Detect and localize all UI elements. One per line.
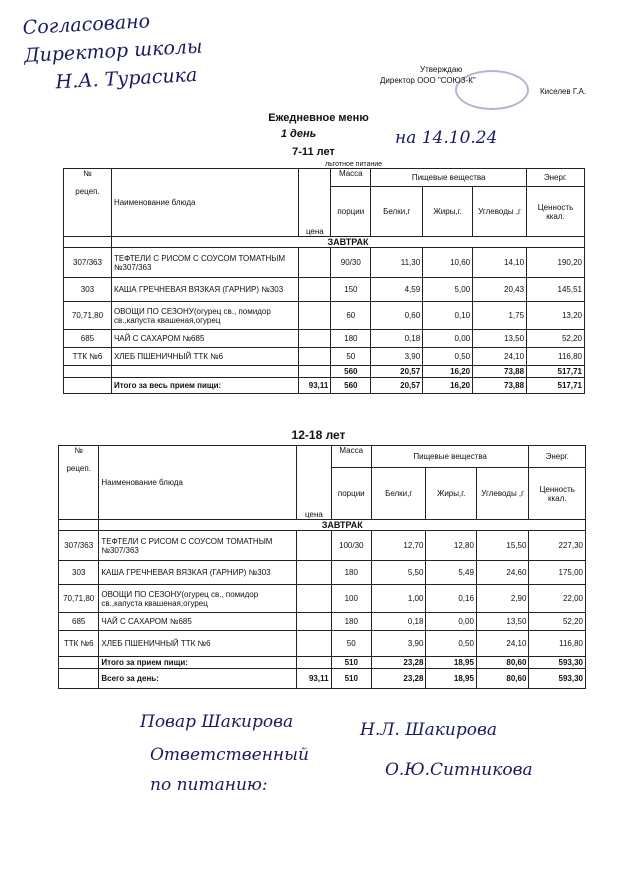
table-row: 303 КАША ГРЕЧНЕВАЯ ВЯЗКАЯ (ГАРНИР) №303 150 4,59 5,00 20,43 145,51: [64, 278, 585, 302]
col-fat: Жиры,г.: [423, 187, 473, 237]
col-price: цена: [297, 446, 331, 520]
col-nutrients: Пищевые вещества: [371, 446, 528, 468]
cook-signature-role: Повар Шакирова: [140, 712, 294, 732]
col-dish: Наименование блюда: [99, 446, 297, 520]
approval-handwritten: [22, 1, 266, 97]
table-row: 303 КАША ГРЕЧНЕВАЯ ВЯЗКАЯ (ГАРНИР) №303 180 5,50 5,49 24,60 175,00: [59, 561, 586, 585]
approval-left-line2: Директор школы: [23, 35, 203, 67]
table-row: 307/363 ТЕФТЕЛИ С РИСОМ С СОУСОМ ТОМАТНЫМ №307/363 100/30 12,70 12,80 15,50 227,30: [59, 531, 586, 561]
cook-signature-name: Н.Л. Шакирова: [360, 720, 498, 740]
table-row: 70,71,80 ОВОЩИ ПО СЕЗОНУ(огурец св., помидор св.,капуста квашеная,огурец 60 0,60 0,10 1,75 13,20: [64, 302, 585, 330]
menu-title: Ежедневное меню: [268, 112, 369, 124]
col-mass: Масса: [331, 446, 371, 468]
responsible-name: О.Ю.Ситникова: [385, 760, 533, 780]
age-group-1: 7-11 лет: [292, 146, 335, 158]
table-row: ТТК №6 ХЛЕБ ПШЕНИЧНЫЙ ТТК №6 50 3,90 0,50 24,10 116,80: [64, 348, 585, 366]
col-num: № рецеп.: [64, 169, 112, 237]
menu-date-handwritten: на 14.10.24: [395, 128, 498, 148]
approval-left-line3: Н.А. Турасика: [55, 63, 198, 94]
section-breakfast: ЗАВТРАК: [99, 520, 586, 531]
col-nutrients: Пищевые вещества: [371, 169, 527, 187]
col-num: № рецеп.: [59, 446, 99, 520]
stamp-seal: [455, 70, 529, 110]
col-mass: Масса: [331, 169, 371, 187]
col-energy-value: Ценность ккал.: [527, 187, 585, 237]
col-fat: Жиры,г.: [426, 468, 476, 520]
col-protein: Белки,г: [371, 187, 423, 237]
table-row: ТТК №6 ХЛЕБ ПШЕНИЧНЫЙ ТТК №6 50 3,90 0,50 24,10 116,80: [59, 631, 586, 657]
col-protein: Белки,г: [371, 468, 426, 520]
table-row: 307/363 ТЕФТЕЛИ С РИСОМ С СОУСОМ ТОМАТНЫМ №307/363 90/30 11,30 10,60 14,10 190,20: [64, 248, 585, 278]
col-carbs: Углеводы ,г: [476, 468, 528, 520]
menu-day: 1 день: [280, 128, 317, 140]
col-energy: Энерг.: [529, 446, 586, 468]
total-row: Всего за день: 93,11 510 23,28 18,95 80,60 593,30: [59, 669, 586, 689]
table-row: 685 ЧАЙ С САХАРОМ №685 180 0,18 0,00 13,50 52,20: [64, 330, 585, 348]
approval-left-line1: Согласовано: [22, 10, 151, 39]
col-dish: Наименование блюда: [111, 169, 298, 237]
col-energy: Энерг.: [527, 169, 585, 187]
age-group-2: 12-18 лет: [291, 428, 346, 442]
approval-right-line2: Директор ООО "СОЮЗ-К": [380, 76, 476, 85]
subtotal-row: Итого за прием пищи: 510 23,28 18,95 80,60 593,30: [59, 657, 586, 669]
approval-right-line1: Утверждаю: [420, 65, 463, 74]
table-row: 70,71,80 ОВОЩИ ПО СЕЗОНУ(огурец св., помидор св.,капуста квашеная,огурец 100 1,00 0,16 2,90 22,00: [59, 585, 586, 613]
table-row: 685 ЧАЙ С САХАРОМ №685 180 0,18 0,00 13,50 52,20: [59, 613, 586, 631]
responsible-label-2: по питанию:: [150, 775, 268, 795]
col-portion: порции: [331, 187, 371, 237]
total-row: Итого за весь прием пищи: 93,11 560 20,57 16,20 73,88 517,71: [64, 378, 585, 394]
col-price: цена: [299, 169, 331, 237]
subtotal-row: 560 20,57 16,20 73,88 517,71: [64, 366, 585, 378]
col-carbs: Углеводы ,г: [473, 187, 527, 237]
menu-table-7-11: [63, 168, 585, 394]
section-breakfast: ЗАВТРАК: [111, 237, 584, 248]
approval-right-name: Киселев Г.А.: [540, 87, 587, 96]
col-portion: порции: [331, 468, 371, 520]
col-energy-value: Ценность ккал.: [529, 468, 586, 520]
preferential-note: льготное питание: [325, 161, 383, 168]
responsible-label-1: Ответственный: [150, 745, 309, 765]
menu-table-12-18: [58, 445, 586, 689]
